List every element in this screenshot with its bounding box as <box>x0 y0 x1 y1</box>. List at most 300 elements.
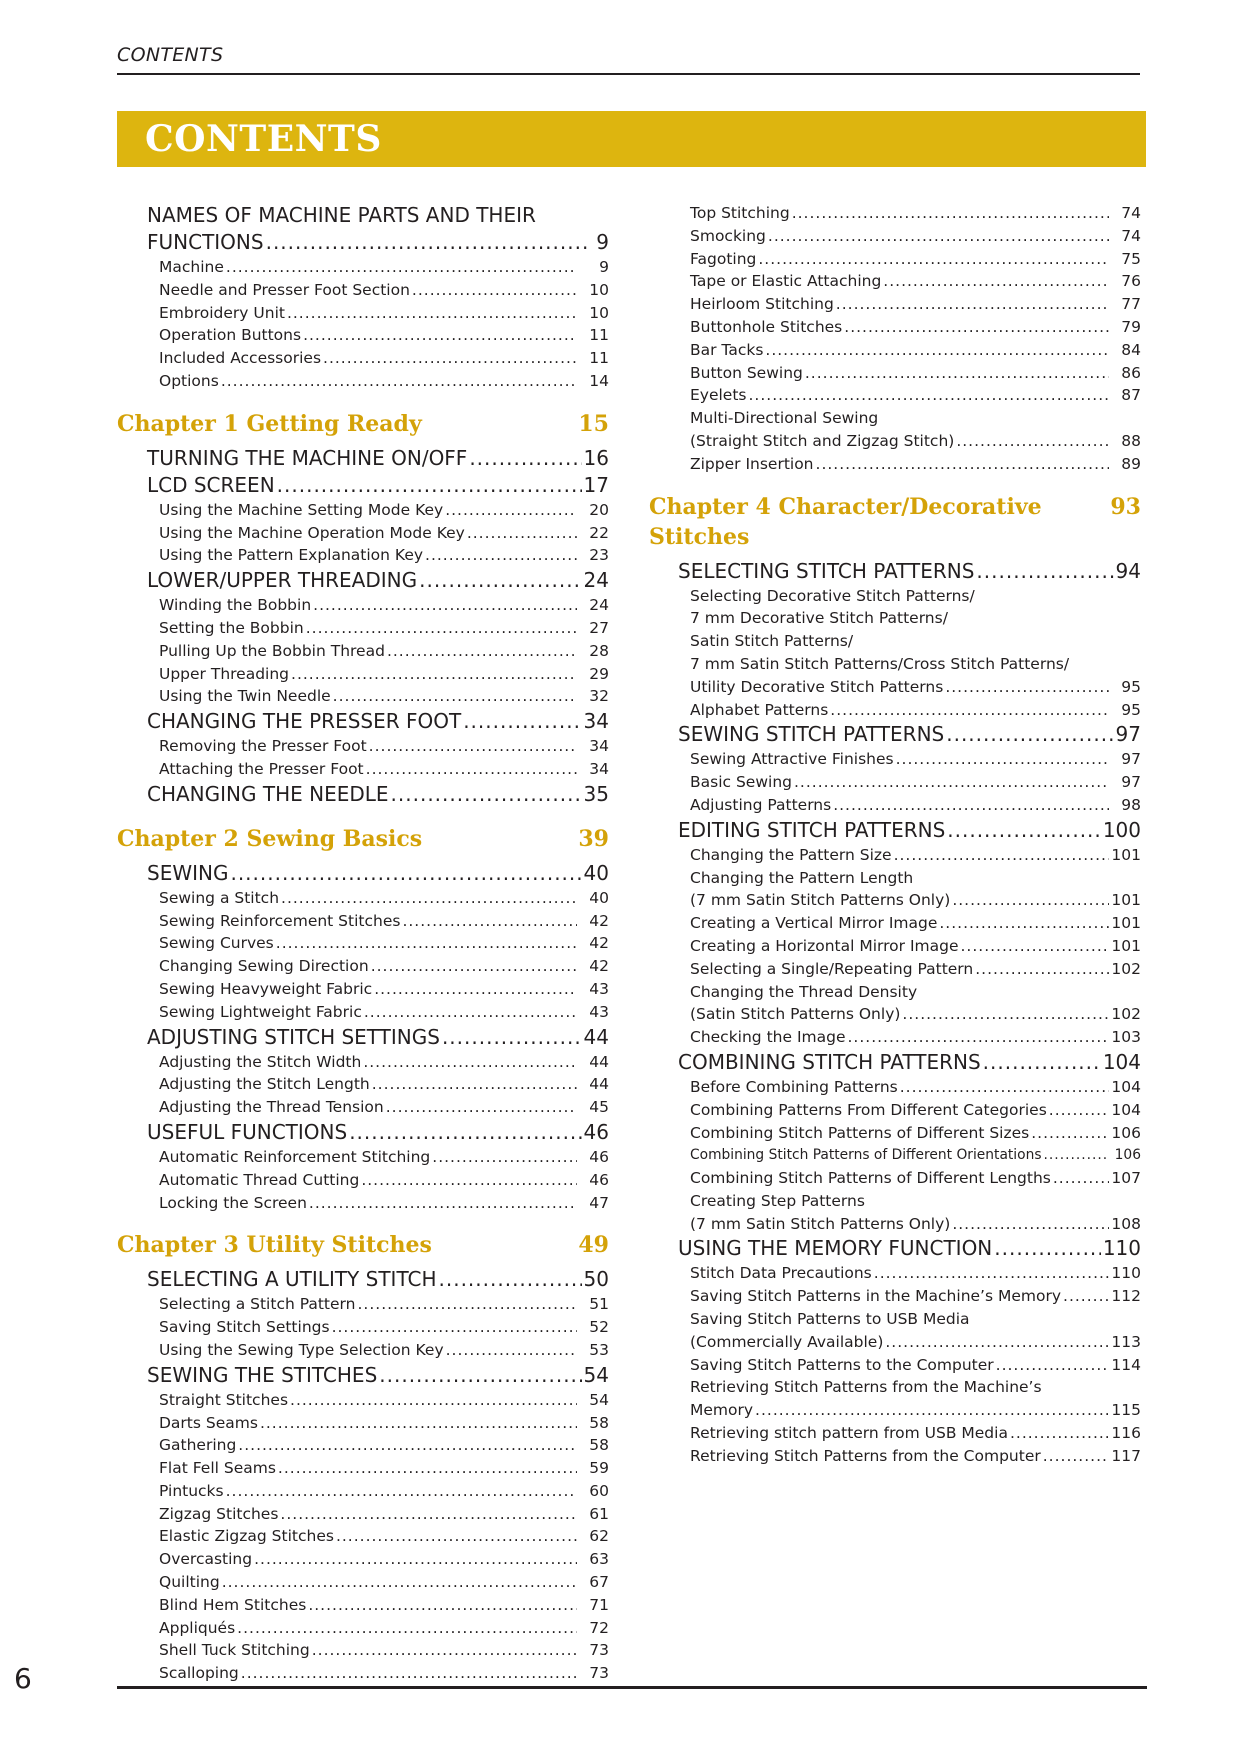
entry-page: 47 <box>589 1193 609 1212</box>
dot-leader <box>1053 1167 1109 1190</box>
dot-leader <box>333 685 577 708</box>
dot-leader <box>349 1119 581 1146</box>
chapter-page: 93 <box>1110 493 1141 520</box>
entry-page: 73 <box>589 1664 609 1683</box>
entry-title: Combining Patterns From Different Categories <box>690 1100 1047 1119</box>
toc-entry <box>117 347 609 370</box>
dot-leader <box>308 1594 577 1617</box>
toc-right-column <box>649 202 1141 1468</box>
toc-entry <box>649 362 1141 385</box>
entry-page: 114 <box>1111 1355 1141 1374</box>
section-title: LCD SCREEN <box>147 472 275 497</box>
toc-entry <box>649 1399 1141 1422</box>
entry-page: 108 <box>1111 1214 1141 1233</box>
entry-title: Changing Sewing Direction <box>159 957 369 976</box>
entry-page: 86 <box>1121 363 1141 382</box>
entry-title: Creating a Vertical Mirror Image <box>690 914 938 933</box>
entry-page: 112 <box>1111 1287 1141 1306</box>
entry-title: Selecting a Stitch Pattern <box>159 1295 356 1314</box>
section-page: 40 <box>583 860 609 885</box>
entry-title: Automatic Reinforcement Stitching <box>159 1147 431 1166</box>
dot-leader <box>226 256 577 279</box>
dot-leader <box>303 324 577 347</box>
entry-title: Overcasting <box>159 1550 253 1569</box>
dot-leader <box>836 293 1109 316</box>
dot-leader <box>372 1073 577 1096</box>
toc-entry <box>117 1096 609 1119</box>
toc-entry <box>117 544 609 567</box>
entry-page: 43 <box>589 979 609 998</box>
entry-page: 77 <box>1121 295 1141 314</box>
entry-title: Zipper Insertion <box>690 454 814 473</box>
chapter-title: Chapter 3 Utility Stitches <box>117 1232 432 1259</box>
section-heading <box>117 1119 609 1146</box>
dot-leader <box>260 1412 577 1435</box>
dot-leader <box>386 1096 577 1119</box>
toc-entry <box>649 844 1141 867</box>
toc-entry <box>649 958 1141 981</box>
entry-page: 101 <box>1111 936 1141 955</box>
entry-title: Alphabet Patterns <box>690 700 829 719</box>
entry-title: Fagoting <box>690 249 757 268</box>
entry-page: 95 <box>1121 677 1141 696</box>
dot-leader <box>241 1662 577 1685</box>
chapter-title: Chapter 4 Character/Decorative Stitches <box>649 493 1042 550</box>
toc-entry <box>117 1571 609 1594</box>
entry-page: 89 <box>1121 454 1141 473</box>
dot-leader <box>371 955 577 978</box>
dot-leader <box>463 708 581 735</box>
entry-page: 76 <box>1121 272 1141 291</box>
toc-entry <box>649 202 1141 225</box>
dot-leader <box>885 1331 1109 1354</box>
toc-entry <box>649 676 1141 699</box>
section-page: 24 <box>583 568 609 593</box>
entry-title: Top Stitching <box>690 204 790 222</box>
section-title: SEWING STITCH PATTERNS <box>678 722 945 747</box>
entry-page: 74 <box>1121 204 1141 222</box>
toc-entry <box>649 1285 1141 1308</box>
section-heading <box>117 781 609 808</box>
section-page: 44 <box>583 1024 609 1049</box>
toc-entry <box>649 1026 1141 1049</box>
dot-leader <box>425 544 577 567</box>
dot-leader <box>357 1293 577 1316</box>
dot-leader <box>900 1076 1109 1099</box>
toc-entry <box>117 1480 609 1503</box>
section-page: 104 <box>1102 1049 1141 1074</box>
entry-title: Embroidery Unit <box>159 303 285 322</box>
dot-leader <box>1063 1285 1109 1308</box>
toc-entry <box>649 248 1141 271</box>
entry-title: (7 mm Satin Stitch Patterns Only) <box>690 1214 951 1233</box>
entry-title: Button Sewing <box>690 363 803 382</box>
dot-leader <box>945 676 1109 699</box>
section-heading <box>117 445 609 472</box>
dot-leader <box>442 1024 582 1051</box>
toc-entry-line: Changing the Pattern Length <box>690 868 914 887</box>
dot-leader <box>874 1262 1109 1285</box>
toc-entry <box>117 1594 609 1617</box>
toc-entry <box>649 1445 1141 1468</box>
dot-leader <box>768 225 1109 248</box>
entry-title: Automatic Thread Cutting <box>159 1170 360 1189</box>
toc-entry <box>649 384 1141 407</box>
dot-leader <box>221 370 577 393</box>
toc-entry <box>649 430 1141 453</box>
section-page: 94 <box>1115 558 1141 583</box>
entry-page: 106 <box>1114 1147 1141 1164</box>
entry-title: Elastic Zigzag Stitches <box>159 1527 334 1546</box>
toc-entry-line: Satin Stitch Patterns/ <box>690 632 854 651</box>
entry-page: 98 <box>1121 795 1141 814</box>
entry-page: 101 <box>1111 914 1141 933</box>
entry-page: 59 <box>589 1459 609 1478</box>
entry-page: 87 <box>1121 386 1141 405</box>
dot-leader <box>883 270 1109 293</box>
dot-leader <box>847 1026 1109 1049</box>
dot-leader <box>765 339 1109 362</box>
dot-leader <box>266 229 587 256</box>
entry-page: 72 <box>589 1618 609 1637</box>
dot-leader <box>952 889 1109 912</box>
entry-page: 73 <box>589 1641 609 1660</box>
entry-page: 34 <box>589 759 609 778</box>
toc-entry <box>117 685 609 708</box>
toc-entry <box>117 1001 609 1024</box>
section-title: FUNCTIONS <box>147 230 264 254</box>
entry-page: 95 <box>1121 700 1141 719</box>
dot-leader <box>947 817 1101 844</box>
entry-title: Adjusting the Stitch Width <box>159 1052 362 1071</box>
entry-title: Changing the Pattern Size <box>690 845 892 864</box>
entry-page: 58 <box>589 1413 609 1432</box>
entry-page: 11 <box>589 349 609 368</box>
entry-title: Sewing Curves <box>159 934 274 953</box>
section-page: 46 <box>583 1119 609 1144</box>
entry-page: 102 <box>1111 959 1141 978</box>
dot-leader <box>332 1316 577 1339</box>
section-title: SELECTING STITCH PATTERNS <box>678 558 975 583</box>
dot-leader <box>313 594 577 617</box>
entry-title: Winding the Bobbin <box>159 596 312 615</box>
entry-title: Sewing Reinforcement Stitches <box>159 911 401 930</box>
dot-leader <box>361 1169 577 1192</box>
toc-entry <box>117 1316 609 1339</box>
section-title: SEWING <box>147 860 229 885</box>
entry-title: Blind Hem Stitches <box>159 1595 307 1614</box>
dot-leader <box>278 1457 577 1480</box>
entry-page: 97 <box>1121 750 1141 769</box>
entry-page: 106 <box>1111 1123 1141 1142</box>
toc-entry <box>117 1617 609 1640</box>
entry-title: Quilting <box>159 1573 220 1592</box>
entry-page: 53 <box>589 1340 609 1359</box>
section-page: 16 <box>583 445 609 470</box>
entry-page: 103 <box>1111 1028 1141 1047</box>
entry-page: 20 <box>589 500 609 519</box>
toc-entry <box>117 1169 609 1192</box>
entry-title: Zigzag Stitches <box>159 1504 279 1523</box>
toc-entry <box>117 256 609 279</box>
dot-leader <box>336 1525 577 1548</box>
dot-leader <box>226 1480 577 1503</box>
entry-page: 104 <box>1111 1100 1141 1119</box>
entry-title: Stitch Data Precautions <box>690 1264 872 1283</box>
dot-leader <box>961 935 1110 958</box>
section-heading <box>117 860 609 887</box>
dot-leader <box>1043 1445 1109 1468</box>
toc-entry <box>649 1076 1141 1099</box>
entry-page: 84 <box>1121 340 1141 359</box>
section-page: 34 <box>583 709 609 734</box>
dot-leader <box>379 1362 581 1389</box>
dot-leader <box>939 912 1109 935</box>
entry-page: 42 <box>589 934 609 953</box>
dot-leader <box>306 617 577 640</box>
entry-title: Machine <box>159 258 224 276</box>
dot-leader <box>976 558 1113 585</box>
dot-leader <box>402 910 577 933</box>
entry-title: Combining Stitch Patterns of Different Lengths <box>690 1169 1051 1188</box>
dot-leader <box>276 932 577 955</box>
entry-page: 28 <box>589 641 609 660</box>
entry-page: 44 <box>589 1052 609 1071</box>
dot-leader <box>902 1003 1109 1026</box>
section-heading <box>117 1024 609 1051</box>
entry-page: 61 <box>589 1504 609 1523</box>
entry-title: Pulling Up the Bobbin Thread <box>159 641 385 660</box>
entry-page: 115 <box>1111 1401 1141 1420</box>
toc-entry <box>117 1412 609 1435</box>
entry-title: Buttonhole Stitches <box>690 317 843 336</box>
section-page: 9 <box>596 230 609 254</box>
entry-title: Setting the Bobbin <box>159 618 304 637</box>
section-page: 17 <box>583 472 609 497</box>
entry-title: Selecting a Single/Repeating Pattern <box>690 959 974 978</box>
entry-title: Shell Tuck Stitching <box>159 1641 310 1660</box>
entry-page: 102 <box>1111 1005 1141 1024</box>
entry-title: Sewing Lightweight Fabric <box>159 1002 362 1021</box>
section-heading <box>649 1049 1141 1076</box>
toc-entry <box>649 699 1141 722</box>
toc-entry <box>117 1146 609 1169</box>
toc-entry <box>117 1051 609 1074</box>
section-heading <box>117 472 609 499</box>
bottom-rule <box>117 1686 1147 1689</box>
entry-title: Bar Tacks <box>690 340 764 359</box>
toc-entry <box>649 339 1141 362</box>
dot-leader <box>254 1548 577 1571</box>
dot-leader <box>956 430 1109 453</box>
toc-entry <box>117 758 609 781</box>
entry-page: 110 <box>1111 1264 1141 1283</box>
toc-entry-line: Selecting Decorative Stitch Patterns/ <box>690 586 975 605</box>
entry-page: 42 <box>589 957 609 976</box>
toc-entry-line: Creating Step Patterns <box>690 1191 865 1210</box>
entry-title: Adjusting the Thread Tension <box>159 1098 384 1117</box>
entry-title: Using the Machine Operation Mode Key <box>159 523 465 542</box>
section-heading <box>649 558 1141 585</box>
entry-title: Utility Decorative Stitch Patterns <box>690 677 944 696</box>
entry-title: Appliqués <box>159 1618 236 1637</box>
toc-entry <box>649 748 1141 771</box>
dot-leader <box>833 794 1109 817</box>
dot-leader <box>391 781 582 808</box>
entry-page: 62 <box>589 1527 609 1546</box>
entry-page: 11 <box>589 326 609 345</box>
toc-entry <box>117 302 609 325</box>
contents-banner <box>117 111 1146 167</box>
entry-page: 60 <box>589 1481 609 1500</box>
dot-leader <box>432 1146 577 1169</box>
entry-page: 27 <box>589 618 609 637</box>
dot-leader <box>445 499 577 522</box>
toc-entry-line: 7 mm Decorative Stitch Patterns/ <box>690 609 948 628</box>
entry-page: 74 <box>1121 226 1141 245</box>
toc-entry-line: Changing the Thread Density <box>690 982 918 1001</box>
toc-entry <box>649 1122 1141 1145</box>
toc-entry <box>649 1213 1141 1236</box>
dot-leader <box>323 347 577 370</box>
toc-entry <box>117 978 609 1001</box>
dot-leader <box>230 860 581 887</box>
dot-leader <box>946 721 1113 748</box>
toc-entry <box>649 794 1141 817</box>
entry-page: 42 <box>589 911 609 930</box>
entry-title: Sewing Attractive Finishes <box>690 750 894 769</box>
entry-title: Sewing Heavyweight Fabric <box>159 979 373 998</box>
dot-leader <box>844 316 1109 339</box>
section-title: ADJUSTING STITCH SETTINGS <box>147 1024 440 1049</box>
toc-entry <box>117 1192 609 1215</box>
section-heading <box>117 1266 609 1293</box>
toc-entry <box>649 889 1141 912</box>
section-heading <box>649 1235 1141 1262</box>
toc-entry <box>117 1525 609 1548</box>
dot-leader <box>1010 1422 1109 1445</box>
toc-entry <box>649 1354 1141 1377</box>
toc-entry <box>117 594 609 617</box>
section-heading <box>117 567 609 594</box>
toc-entry <box>117 1503 609 1526</box>
running-head: CONTENTS <box>117 44 224 66</box>
dot-leader <box>975 958 1109 981</box>
dot-leader <box>287 302 577 325</box>
section-page: 54 <box>583 1362 609 1387</box>
section-title: COMBINING STITCH PATTERNS <box>678 1049 981 1074</box>
toc-entry-line: Retrieving Stitch Patterns from the Machine’s <box>690 1378 1042 1397</box>
dot-leader <box>374 978 577 1001</box>
entry-title: Needle and Presser Foot Section <box>159 280 410 299</box>
toc-entry <box>117 735 609 758</box>
toc-entry-line: Multi-Directional Sewing <box>690 409 879 428</box>
section-title: SEWING THE STITCHES <box>147 1362 378 1387</box>
toc-entry <box>117 910 609 933</box>
entry-page: 107 <box>1111 1169 1141 1188</box>
dot-leader <box>439 1266 582 1293</box>
section-title: USING THE MEMORY FUNCTION <box>678 1236 993 1261</box>
entry-page: 79 <box>1121 317 1141 336</box>
section-heading <box>117 1362 609 1389</box>
dot-leader <box>419 567 581 594</box>
dot-leader <box>805 362 1109 385</box>
dot-leader <box>894 844 1109 867</box>
section-title: LOWER/UPPER THREADING <box>147 568 418 593</box>
toc-entry <box>117 1457 609 1480</box>
dot-leader <box>222 1571 577 1594</box>
entry-title: Scalloping <box>159 1664 239 1683</box>
chapter-heading <box>117 1230 609 1260</box>
dot-leader <box>387 640 577 663</box>
entry-page: 54 <box>589 1390 609 1409</box>
entry-page: 44 <box>589 1075 609 1094</box>
entry-title: Eyelets <box>690 386 747 405</box>
dot-leader <box>758 248 1109 271</box>
dot-leader <box>238 1434 577 1457</box>
entry-title: Checking the Image <box>690 1028 846 1047</box>
chapter-heading <box>117 824 609 854</box>
dot-leader <box>952 1213 1109 1236</box>
toc-entry <box>649 1099 1141 1122</box>
entry-title: Included Accessories <box>159 349 322 368</box>
entry-title: (7 mm Satin Stitch Patterns Only) <box>690 891 951 910</box>
entry-title: Attaching the Presser Foot <box>159 759 364 778</box>
entry-page: 75 <box>1121 249 1141 268</box>
entry-title: Basic Sewing <box>690 773 792 792</box>
entry-title: Memory <box>690 1401 754 1420</box>
toc-entry <box>649 225 1141 248</box>
chapter-page: 39 <box>578 825 609 852</box>
toc-entry <box>117 370 609 393</box>
dot-leader <box>830 699 1109 722</box>
dot-leader <box>280 1503 577 1526</box>
toc-entry <box>117 1073 609 1096</box>
entry-page: 113 <box>1111 1332 1141 1351</box>
entry-title: Retrieving stitch pattern from USB Media <box>690 1424 1008 1443</box>
dot-leader <box>816 453 1109 476</box>
toc-entry <box>117 1639 609 1662</box>
toc-entry <box>117 324 609 347</box>
entry-page: 40 <box>589 888 609 907</box>
chapter-title: Chapter 2 Sewing Basics <box>117 825 423 852</box>
entry-title: Upper Threading <box>159 664 290 683</box>
dot-leader <box>755 1399 1109 1422</box>
section-heading-line: NAMES OF MACHINE PARTS AND THEIR <box>147 203 536 227</box>
dot-leader <box>467 522 577 545</box>
entry-page: 46 <box>589 1147 609 1166</box>
page-number: 6 <box>14 1662 32 1695</box>
dot-leader <box>1049 1099 1109 1122</box>
entry-page: 51 <box>589 1295 609 1314</box>
section-page: 110 <box>1102 1236 1141 1261</box>
chapter-heading <box>649 492 1141 552</box>
entry-page: 45 <box>589 1098 609 1117</box>
section-heading <box>649 721 1141 748</box>
entry-page: 88 <box>1121 431 1141 450</box>
dot-leader <box>792 202 1109 225</box>
section-heading <box>117 708 609 735</box>
toc-entry <box>117 1662 609 1685</box>
toc-entry <box>117 1548 609 1571</box>
dot-leader <box>366 758 577 781</box>
entry-title: Options <box>159 371 219 390</box>
toc-entry <box>117 279 609 302</box>
entry-page: 23 <box>589 546 609 565</box>
entry-title: (Commercially Available) <box>690 1332 884 1351</box>
entry-page: 67 <box>589 1573 609 1592</box>
dot-leader <box>281 887 577 910</box>
